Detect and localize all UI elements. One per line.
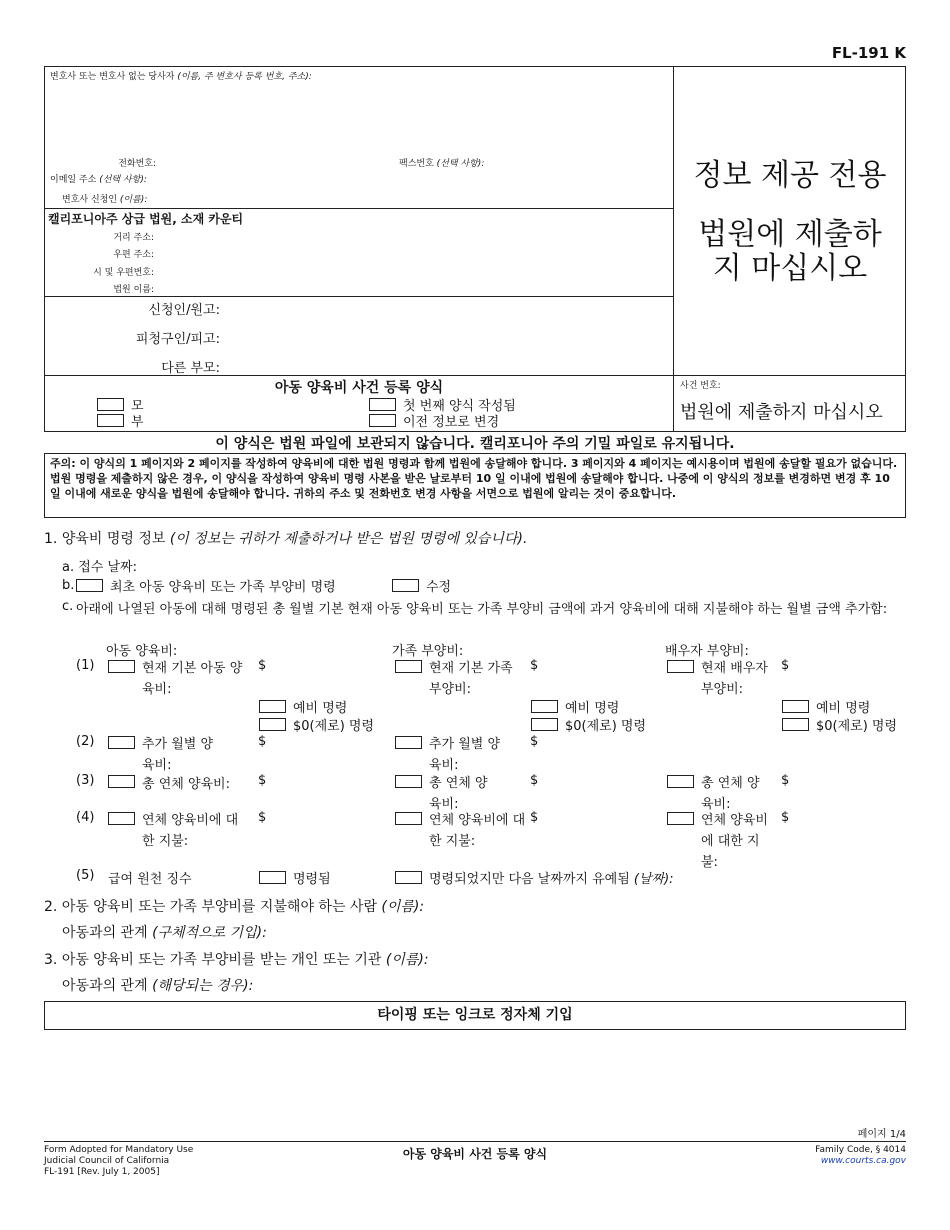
family-arrears-checkbox[interactable]	[395, 775, 422, 788]
notice-box: 주의: 이 양식의 1 페이지와 2 페이지를 작성하여 양육비에 대한 법원 명령과 함께 법원에 송달해야 합니다. 3 페이지와 4 페이지는 예시용이며 법원에 송달할 필요가 없습니다. 법원 명령을 제출하지 않은 경우, 이 양식을 작성하여 양육비 명령 사본을 받은 날로부터 10 일 이내에 법원에 송달해야 합니다. 나중에 이 양식의 정보를 변경하면 변경 후 10 일 이내에 새로운 양식을 법원에 송달해야 합니다. 귀하의 주소 및 전화번호 변경 사항을 서면으로 법원에 알리는 것이 중요합니다.	[44, 453, 906, 518]
child-pay-label: 연체 양육비에 대한 지불:	[142, 813, 239, 849]
respondent-label: 피청구인/피고:	[135, 332, 220, 347]
child-pay-dollar: $	[258, 810, 267, 825]
family-current-label: 현재 기본 가족 부양비:	[429, 661, 513, 697]
father-label: 부	[131, 415, 144, 430]
withholding-stayed-label: 명령되었지만 다음 날짜까지 유예됨 (날짜):	[429, 872, 674, 887]
section2-heading: 2. 아동 양육비 또는 가족 부양비를 지불해야 하는 사람 (이름):	[44, 899, 425, 915]
child-arrears-dollar: $	[258, 773, 267, 788]
family-add-label: 추가 월별 양육비:	[429, 737, 501, 773]
child-add-dollar: $	[258, 734, 267, 749]
col-family: 가족 부양비:	[392, 644, 464, 659]
footer-title: 아동 양육비 사건 등록 양식	[402, 1147, 548, 1161]
withholding-label: 급여 원천 징수	[108, 872, 192, 887]
spousal-arrears-label: 총 연체 양육비:	[701, 776, 760, 812]
family-zero-label: $0(제로) 명령	[565, 719, 647, 734]
attorney-label: 변호사 또는 변호사 없는 당사자 (이름, 주 변호사 등록 번호, 주소):	[50, 72, 312, 82]
spousal-pay-dollar: $	[781, 810, 790, 825]
petitioner-label: 신청인/원고:	[148, 303, 220, 318]
child-current-checkbox[interactable]	[108, 660, 135, 673]
case-number-note: 법원에 제출하지 마십시오	[680, 402, 883, 423]
branch-label: 법원 이름:	[113, 285, 154, 295]
family-arrears-label: 총 연체 양육비:	[429, 776, 488, 812]
spousal-arrears-checkbox[interactable]	[667, 775, 694, 788]
row3-num: (3)	[76, 773, 95, 788]
spousal-current-dollar: $	[781, 658, 790, 673]
first-form-checkbox[interactable]	[369, 398, 396, 411]
spousal-reserved-checkbox[interactable]	[782, 700, 809, 713]
c-text: 아래에 나열된 아동에 대해 명령된 총 월별 기본 현재 아동 양육비 또는 가족 부양비 금액에 과거 양육비에 대해 지불해야 하는 월별 금액 추가함:	[76, 602, 888, 617]
case-number-label: 사건 번호:	[680, 381, 721, 391]
child-arrears-label: 총 연체 양육비:	[142, 777, 230, 792]
spousal-arrears-dollar: $	[781, 773, 790, 788]
court-title: 캘리포니아주 상급 법원, 소재 카운티	[48, 212, 244, 226]
family-zero-checkbox[interactable]	[531, 718, 558, 731]
filing-date-label: a. 접수 날짜:	[62, 560, 137, 575]
section3-heading: 3. 아동 양육비 또는 가족 부양비를 받는 개인 또는 기관 (이름):	[44, 952, 429, 968]
mailing-label: 우편 주소:	[113, 250, 154, 260]
city-label: 시 및 우편번호:	[93, 268, 154, 278]
row2-num: (2)	[76, 734, 95, 749]
child-zero-checkbox[interactable]	[259, 718, 286, 731]
typing-note: 타이핑 또는 잉크로 정자체 기입	[44, 1001, 906, 1030]
child-pay-checkbox[interactable]	[108, 812, 135, 825]
spousal-current-label: 현재 배우자 부양비:	[701, 661, 768, 697]
fax-label: 팩스번호 (선택 사항):	[399, 159, 485, 169]
spousal-pay-checkbox[interactable]	[667, 812, 694, 825]
row5-num: (5)	[76, 868, 95, 883]
spousal-zero-label: $0(제로) 명령	[816, 719, 898, 734]
child-reserved-label: 예비 명령	[293, 701, 348, 716]
courts-link[interactable]: www.courts.ca.gov	[820, 1156, 906, 1166]
phone-label: 전화번호:	[118, 159, 156, 169]
initial-order-label: 최초 아동 양육비 또는 가족 부양비 명령	[110, 580, 336, 595]
child-zero-label: $0(제로) 명령	[293, 719, 375, 734]
row4-num: (4)	[76, 810, 95, 825]
footer-code: Family Code, § 4014 www.courts.ca.gov	[815, 1145, 906, 1166]
email-label: 이메일 주소 (선택 사항):	[50, 175, 147, 185]
row1-num: (1)	[76, 658, 95, 673]
street-label: 거리 주소:	[113, 233, 154, 243]
spousal-pay-label: 연체 양육비에 대한 지불:	[701, 813, 768, 870]
child-reserved-checkbox[interactable]	[259, 700, 286, 713]
child-add-checkbox[interactable]	[108, 736, 135, 749]
family-arrears-dollar: $	[530, 773, 539, 788]
section3-relationship: 아동과의 관계 (해당되는 경우):	[62, 978, 254, 994]
col-spousal: 배우자 부양비:	[665, 644, 749, 659]
family-pay-dollar: $	[530, 810, 539, 825]
family-current-dollar: $	[530, 658, 539, 673]
page-number: 페이지 1/4	[857, 1129, 906, 1140]
section1-heading: 1. 양육비 명령 정보 (이 정보는 귀하가 제출하거나 받은 법원 명령에 있습니다).	[44, 531, 528, 547]
family-pay-label: 연체 양육비에 대한 지불:	[429, 813, 526, 849]
family-add-checkbox[interactable]	[395, 736, 422, 749]
section2-relationship: 아동과의 관계 (구체적으로 기입):	[62, 925, 267, 941]
father-checkbox[interactable]	[97, 414, 124, 427]
child-add-label: 추가 월별 양육비:	[142, 737, 214, 773]
modification-checkbox[interactable]	[392, 579, 419, 592]
first-form-label: 첫 번째 양식 작성됨	[403, 399, 516, 414]
initial-order-checkbox[interactable]	[76, 579, 103, 592]
child-arrears-checkbox[interactable]	[108, 775, 135, 788]
info-only-label: 정보 제공 전용	[693, 158, 887, 193]
withholding-stayed-checkbox[interactable]	[395, 871, 422, 884]
family-reserved-checkbox[interactable]	[531, 700, 558, 713]
modification-label: 수정	[426, 580, 452, 595]
spousal-current-checkbox[interactable]	[667, 660, 694, 673]
withholding-ordered-label: 명령됨	[293, 872, 331, 887]
order-type-row: b.	[62, 578, 75, 593]
family-add-dollar: $	[530, 734, 539, 749]
form-title: 아동 양육비 사건 등록 양식	[274, 380, 444, 396]
change-checkbox[interactable]	[369, 414, 396, 427]
spousal-zero-checkbox[interactable]	[782, 718, 809, 731]
do-not-file-label: 법원에 제출하지 마십시오	[698, 217, 882, 286]
c-marker: c.	[62, 599, 74, 614]
child-current-label: 현재 기본 아동 양육비:	[142, 661, 243, 697]
adopted-note: Form Adopted for Mandatory Use Judicial Council of California FL-191 [Rev. July 1, 2005]	[44, 1145, 194, 1177]
change-label: 이전 정보로 변경	[403, 415, 500, 430]
family-reserved-label: 예비 명령	[565, 701, 620, 716]
confidential-notice: 이 양식은 법원 파일에 보관되지 않습니다. 캘리포니아 주의 기밀 파일로 유지됩니다.	[215, 436, 735, 452]
form-id: FL-191 K	[831, 44, 906, 62]
family-pay-checkbox[interactable]	[395, 812, 422, 825]
other-parent-label: 다른 부모:	[161, 361, 220, 376]
attorney-for-label: 변호사 신청인 (이름):	[62, 195, 148, 205]
spousal-reserved-label: 예비 명령	[816, 701, 871, 716]
withholding-ordered-checkbox[interactable]	[259, 871, 286, 884]
mother-checkbox[interactable]	[97, 398, 124, 411]
mother-label: 모	[131, 399, 144, 414]
col-child: 아동 양육비:	[106, 644, 178, 659]
child-current-dollar: $	[258, 658, 267, 673]
family-current-checkbox[interactable]	[395, 660, 422, 673]
